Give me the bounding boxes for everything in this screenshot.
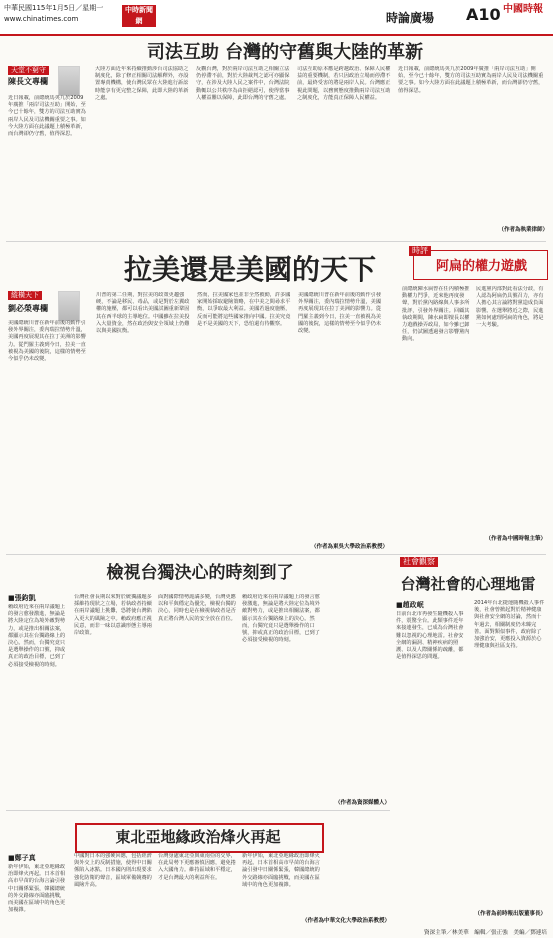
headline-5: 台灣社會的心理地雷 (400, 575, 536, 593)
author-6: ■鄭子真 (8, 854, 36, 862)
author-2: 劉必榮專欄 (8, 304, 48, 313)
article-signature-4: （作者為資深媒體人） (334, 800, 390, 806)
divider (6, 810, 390, 811)
article-body-6b: 中國對日本的強硬回應，包括經濟與外交上的反制措施，使得中日關係陷入冰點。日本國內則出現要求強化防衛的聲音，區域軍備競賽的風險升高。 (74, 853, 152, 888)
column-label-1: 天堂不窮守 (8, 66, 49, 75)
article-body-6a: 新年伊始，東北亞地緣政治即烽火再起。日本首相高市早苗的台海言論引發中日關係緊張，韓國總統的外交路線亦面臨挑戰，而美國在區域中的角色更加複雜。 (8, 864, 66, 914)
article-body-3b: 民進黨內部對此看法分歧，有人認為阿扁仍具號召力，亦有人擔心其言論將對黨造成負面影響。在選舉將近之際，民進黨如何處理阿扁的角色，將是一大考驗。 (476, 286, 544, 329)
news-logo: 中時新聞網 (122, 5, 156, 27)
article-body-1a: 近日報載，前總統馬英九於2009年廣推「兩岸司法互助」開始，至今已十餘年，雙方的司法互助實為兩岸人民及司法機關重要之事。如今大陸方面在此議題上積極革新，而台灣卻仍守舊，值得深思。 (8, 95, 86, 138)
headline-1: 司法互助 台灣的守舊與大陸的革新 (146, 42, 424, 63)
author-photo-1 (58, 66, 80, 96)
article-body-6d: 新年伊始，東北亞地緣政治即烽火再起。日本首相高市早苗的台海言論引發中日關係緊張，韓國總統的外交路線亦面臨挑戰，而美國在區域中的角色更加複雜。 (242, 853, 320, 888)
article-signature-6: （作者為中華文化大學政治系教授） (301, 918, 390, 924)
article-signature-5: （作者為前時報出版董事長） (474, 911, 546, 917)
article-body-4d: 賴政府近來在兩岸議題上的發言愈發激進，無論是將大陸定位為境外敵對勢力，或是推出相關法案，都顯示其在台獨路線上的決心。然而，台獨究竟只是選舉操作的口號，抑或真正的政治目標，已到了必須接受檢視的時刻。 (242, 594, 320, 644)
column-label-2: 縱橫天下 (8, 291, 42, 300)
column-label-5: 社會觀察 (400, 557, 438, 567)
section-title: 時論廣場 (386, 11, 435, 25)
divider (6, 554, 546, 555)
footer-credits: 資深主筆／林美華 編輯／張正強 美編／鄧連培 (423, 930, 547, 936)
column-label-3: 時評 (409, 246, 431, 256)
article-body-2d: 美國總統川普在新年前後的動作引發外界關注，委內瑞拉情勢升溫，美國再度展現其在拉丁美洲的影響力。從門羅主義到今日，拉美一直被視為美國的後院，這樣的情勢至今似乎仍未改變。 (298, 292, 382, 335)
headline-6: 東北亞地緣政治烽火再起 (115, 828, 281, 846)
brand-logo: 中國時報 (503, 4, 543, 15)
divider (6, 241, 546, 242)
article-body-4b: 台灣社會長期以來對於統獨議題多採維持現狀之立場，若執政者持續在兩岸議題上挑釁，恐將使台灣陷入更大的風險之中。賴政府應正視民意，而非一味以意識形態主導兩岸政策。 (74, 594, 152, 637)
article-body-1c: 反觀台灣，對於兩岸司法互助之相關立法仍停滯不前，對於大陸裁判之認可亦顯保守，在涉及大陸人民之案件中，台灣法院動輒以公共秩序為由拒絕認可，使得當事人權益難以保障，此即台灣的守舊之處。 (196, 66, 290, 101)
author-4: ■張鈞凱 (8, 594, 36, 602)
article-body-2b: 川普的第二任期，對拉美的政策更趨強硬，不論是移民、毒品，或是對於左翼政權的施壓，都可以看出美國試圖重新鞏固其在西半球的主導地位。中國雖在拉美投入大量資金，然在政治與安全領域上仍難以與美國抗衡。 (96, 292, 190, 335)
article-body-1d: 司法互助原本應是跨越政治、保障人民權益的重要機制，若只因政治立場而停滯不前，最終受害的將是兩岸人民。台灣應正視此問題，以務實態度推動兩岸司法互助之制度化，方能真正保障人民權益。 (297, 66, 391, 101)
article-body-5b: 2014年台北捷運隨機殺人事件後，社會曾掀起對於精神健康與社會安全網的討論，然而十年過去，相關制度仍未臻完善。面對類似事件，政府除了加強治安，更應投入資源於心理健康與社區支持。 (474, 600, 545, 650)
author-photo-2 (58, 291, 80, 321)
author-5: ■趙政岷 (396, 601, 424, 609)
headline-3: 阿扁的權力遊戲 (436, 259, 528, 274)
article-body-4a: 賴政府近來在兩岸議題上的發言愈發激進，無論是將大陸定位為境外敵對勢力，或是推出相關法案，都顯示其在台獨路線上的決心。然而，台獨究竟只是選舉操作的口號，抑或真正的政治目標，已到了必須接受檢視的時刻。 (8, 604, 66, 668)
article-signature-2: （作者為東吳大學政治系教授） (310, 544, 388, 550)
article-body-2c: 然而，拉美國家也並非全然被動，許多國家開始採取避險策略，在中美之間尋求平衡，以爭取最大利益。美國若過度施壓，反而可能將這些國家推向中國。拉美究竟是不是美國的天下，恐怕還有待觀察。 (197, 292, 291, 327)
article-body-2a: 美國總統川普在新年前後的動作引發外界關注，委內瑞拉情勢升溫，美國再度展現其在拉丁美洲的影響力。從門羅主義到今日，拉美一直被視為美國的後院，這樣的情勢至今似乎仍未改變。 (8, 320, 86, 363)
page-number: A10 (466, 5, 501, 24)
article-body-3a: 前總統陳水扁曾在任內積極推動權力鬥爭，近來他再度發聲，對於黨內路線與人事多所批評，引發外界關注。回顧其執政期間，陳水扁即擅長以權力遊戲操弄政局，如今雖已卸任，仍試圖透過發言影響黨內動向。 (402, 286, 470, 343)
article-signature-3: （作者為中國時報主筆） (485, 536, 546, 542)
article-body-5a: 日前台北市再發生隨機殺人事件，震驚全台。此類事件近年來接連發生，已成為台灣社會難以忽視的心理地雷。社會安全網的漏洞、精神疾病的照護、以及人際關係的疏離，都是值得深思的問題。 (396, 611, 464, 661)
website-url[interactable]: www.chinatimes.com (4, 15, 79, 23)
headline-4: 檢視台獨決心的時刻到了 (106, 563, 294, 583)
publication-date: 中華民國115年1月5日／星期一 (4, 4, 104, 12)
article-body-1e: 近日報載，前總統馬英九於2009年廣推「兩岸司法互助」開始，至今已十餘年，雙方的司法互助實為兩岸人民及司法機關重要之事。如今大陸方面在此議題上積極革新，而台灣卻仍守舊，值得深思。 (398, 66, 544, 94)
masthead (0, 0, 553, 36)
article-signature-1: （作者為執業律師） (498, 227, 548, 233)
article-body-1b: 大陸方面近年來持續推動涉台司法協助之制度化，除了修正相關司法解釋外，亦設置專責機構，使台灣民眾在大陸進行訴訟時能享有更完整之保障，此即大陸的革新之處。 (95, 66, 189, 101)
author-1: 陳長文專欄 (8, 77, 48, 86)
article-body-6c: 台灣身處東北亞與東南亞的交界，在此局勢下更應審慎因應，避免捲入大國角力。維持區域和平穩定，才是台灣最大的利益所在。 (158, 853, 236, 881)
headline-2: 拉美還是美國的天下 (123, 253, 376, 286)
article-body-4c: 面對國際情勢詭譎多變，台灣更應以和平與穩定為優先，檢視台獨的決心，同時也是在檢視執政者是否真正將台灣人民的安全放在首位。 (158, 594, 236, 622)
